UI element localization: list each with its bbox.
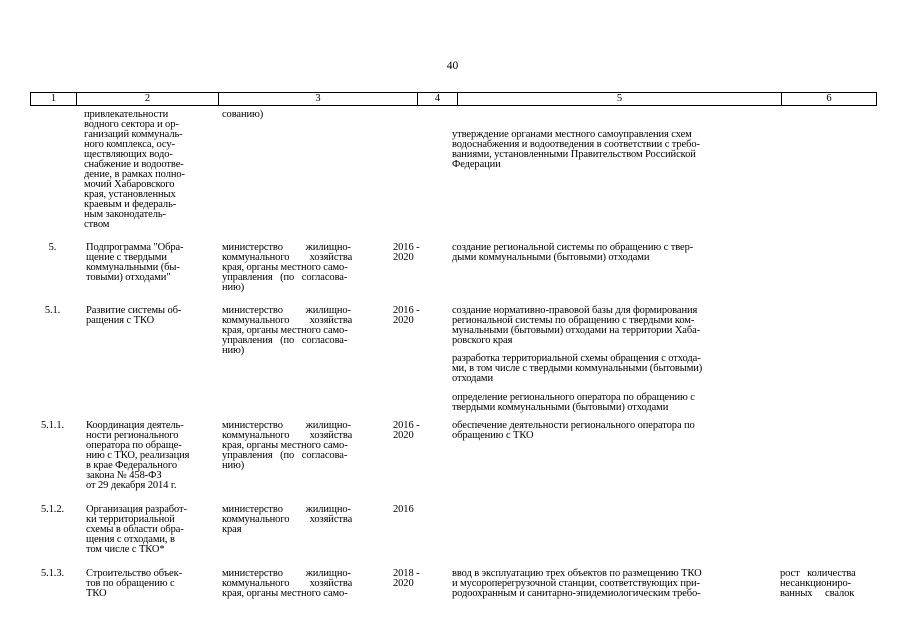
text-line: обеспечение деятельности регионального оператора по — [452, 420, 695, 431]
row-number: 5.1.1. — [40, 420, 65, 431]
continued-result — [452, 130, 775, 170]
text-line: дение, в рамках полно- — [84, 169, 185, 180]
row-name — [86, 569, 182, 599]
row-executor — [222, 569, 352, 599]
row-result — [452, 421, 775, 441]
text-line: водоснабжения и водоотведения в соответствии с требо- — [452, 139, 700, 150]
text-line: нию с ТКО, реализация — [86, 450, 190, 461]
text-line: коммунального хозяйства — [222, 514, 353, 525]
text-line: привлекательности — [84, 109, 169, 120]
text-line: региональной системы по обращению с твердыми ком- — [452, 315, 695, 326]
row-executor — [222, 243, 352, 293]
text-line: нию) — [222, 282, 245, 293]
text-line: края, органы местного само- — [222, 262, 348, 273]
text-line: ванных свалок — [780, 588, 855, 599]
text-line: закона № 458-ФЗ — [86, 470, 162, 481]
text-line: краевым и федераль- — [84, 199, 177, 210]
text-line: определение регионального оператора по обращению с — [452, 392, 695, 403]
text-line: управления (по согласова- — [222, 272, 348, 283]
row-number: 5.1.2. — [40, 504, 65, 515]
text-line: министерство жилищно- — [222, 305, 351, 316]
header-col-1: 1 — [50, 93, 57, 104]
text-line: Координация деятель- — [86, 420, 184, 431]
text-line: сованию) — [222, 109, 264, 120]
row-years — [393, 505, 414, 515]
text-line: коммунального хозяйства — [222, 252, 353, 263]
row-years — [393, 243, 420, 263]
text-line: родоохранным и санитарно-эпидемиологическим требо- — [452, 588, 701, 599]
text-line: 2020 — [393, 252, 414, 263]
text-line: ровского края — [452, 335, 513, 346]
text-line: ганизаций коммуналь- — [84, 129, 183, 140]
text-line: отходами — [452, 373, 493, 384]
text-line: ввод в эксплуатацию трех объектов по размещению ТКО — [452, 568, 702, 579]
text-line: нию) — [222, 345, 245, 356]
text-line: щение с твердыми — [86, 252, 167, 263]
text-line: том числе с ТКО* — [86, 544, 165, 555]
text-line: рост количества — [780, 568, 856, 579]
text-line: Развитие системы об- — [86, 305, 182, 316]
header-col-2: 2 — [144, 93, 151, 104]
row-number: 5.1. — [44, 305, 61, 316]
text-line: щения с отходами, в — [86, 534, 175, 545]
text-line: разработка территориальной схемы обращения с отхода- — [452, 353, 701, 364]
text-line: края, органы местного само- — [222, 588, 348, 599]
row-years — [393, 306, 420, 326]
row-result — [452, 354, 775, 384]
text-line: утверждение органами местного самоуправления схем — [452, 129, 692, 140]
text-line: в крае Федерального — [86, 460, 177, 471]
table-header — [30, 92, 877, 106]
continued-name — [84, 110, 185, 230]
row-number: 5.1.3. — [40, 568, 65, 579]
row-years — [393, 569, 420, 589]
text-line: ваниями, установленными Правительством Российской — [452, 149, 696, 160]
text-line: мунальными (бытовыми) отходами на территории Хаба- — [452, 325, 701, 336]
text-line: товыми) отходами" — [86, 272, 171, 283]
header-col-6: 6 — [826, 93, 832, 104]
text-line: коммунального хозяйства — [222, 578, 353, 589]
text-line: водного сектора и ор- — [84, 119, 179, 130]
text-line: ки территориальной — [86, 514, 175, 525]
text-line: создание нормативно-правовой базы для формирования — [452, 305, 698, 316]
row-name — [86, 505, 187, 555]
text-line: управления (по согласова- — [222, 335, 348, 346]
row-executor — [222, 421, 352, 471]
text-line: 2016 — [393, 504, 414, 515]
text-line: ми, в том числе с твердыми коммунальными (бытовыми) — [452, 363, 703, 374]
text-line: ного комплекса, осу- — [84, 139, 175, 150]
text-line: ТКО — [86, 588, 107, 599]
text-line: коммунальными (бы- — [86, 262, 180, 273]
text-line: 2016 - — [393, 242, 420, 253]
row-indicator — [780, 569, 856, 599]
text-line: твердыми коммунальными (бытовыми) отходами — [452, 402, 669, 413]
text-line: оператора по обраще- — [86, 440, 182, 451]
text-line: министерство жилищно- — [222, 420, 351, 431]
row-result — [452, 306, 775, 346]
text-line: коммунального хозяйства — [222, 315, 353, 326]
text-line: Подпрограмма "Обра- — [86, 242, 184, 253]
text-line: 2018 - — [393, 568, 420, 579]
text-line: мочий Хабаровского — [84, 179, 175, 190]
text-line: края, органы местного само- — [222, 325, 348, 336]
header-col-3: 3 — [315, 93, 321, 104]
row-result — [452, 393, 775, 413]
text-line: министерство жилищно- — [222, 568, 351, 579]
text-line: коммунального хозяйства — [222, 430, 353, 441]
text-line: Строительство объек- — [86, 568, 183, 579]
text-line: создание региональной системы по обращению с твер- — [452, 242, 694, 253]
text-line: края, органы местного само- — [222, 440, 348, 451]
text-line: ным законодатель- — [84, 209, 166, 220]
text-line: снабжение и водоотве- — [84, 159, 184, 170]
text-line: ности регионального — [86, 430, 179, 441]
row-years — [393, 421, 420, 441]
row-number: 5. — [48, 242, 57, 253]
page-number: 40 — [446, 60, 459, 72]
text-line: и мусороперегрузочной станции, соответствующих при- — [452, 578, 700, 589]
text-line: ращения с ТКО — [86, 315, 155, 326]
row-executor — [222, 306, 352, 356]
text-line: схемы в области обра- — [86, 524, 184, 535]
text-line: ществляющих водо- — [84, 149, 173, 160]
row-executor — [222, 505, 352, 535]
text-line: ством — [84, 219, 110, 230]
row-name — [86, 306, 181, 326]
text-line: 2016 - — [393, 305, 420, 316]
text-line: министерство жилищно- — [222, 504, 351, 515]
continued-executor — [222, 110, 263, 120]
header-col-4: 4 — [434, 93, 441, 104]
row-name — [86, 421, 189, 491]
text-line: Организация разработ- — [86, 504, 187, 515]
text-line: нию) — [222, 460, 245, 471]
row-name — [86, 243, 183, 283]
text-line: края, установленных — [84, 189, 176, 200]
text-line: несанкциониро- — [780, 578, 852, 589]
text-line: края — [222, 524, 242, 535]
text-line: дыми коммунальными (бытовыми) отходами — [452, 252, 650, 263]
row-result — [452, 569, 775, 599]
row-result — [452, 243, 775, 263]
text-line: обращению с ТКО — [452, 430, 534, 441]
text-line: управления (по согласова- — [222, 450, 348, 461]
header-col-5: 5 — [616, 93, 623, 104]
text-line: 2020 — [393, 578, 414, 589]
text-line: 2020 — [393, 430, 414, 441]
text-line: 2020 — [393, 315, 414, 326]
text-line: 2016 - — [393, 420, 420, 431]
text-line: от 29 декабря 2014 г. — [86, 480, 177, 491]
text-line: министерство жилищно- — [222, 242, 351, 253]
text-line: тов по обращению с — [86, 578, 175, 589]
text-line: Федерации — [452, 159, 501, 170]
